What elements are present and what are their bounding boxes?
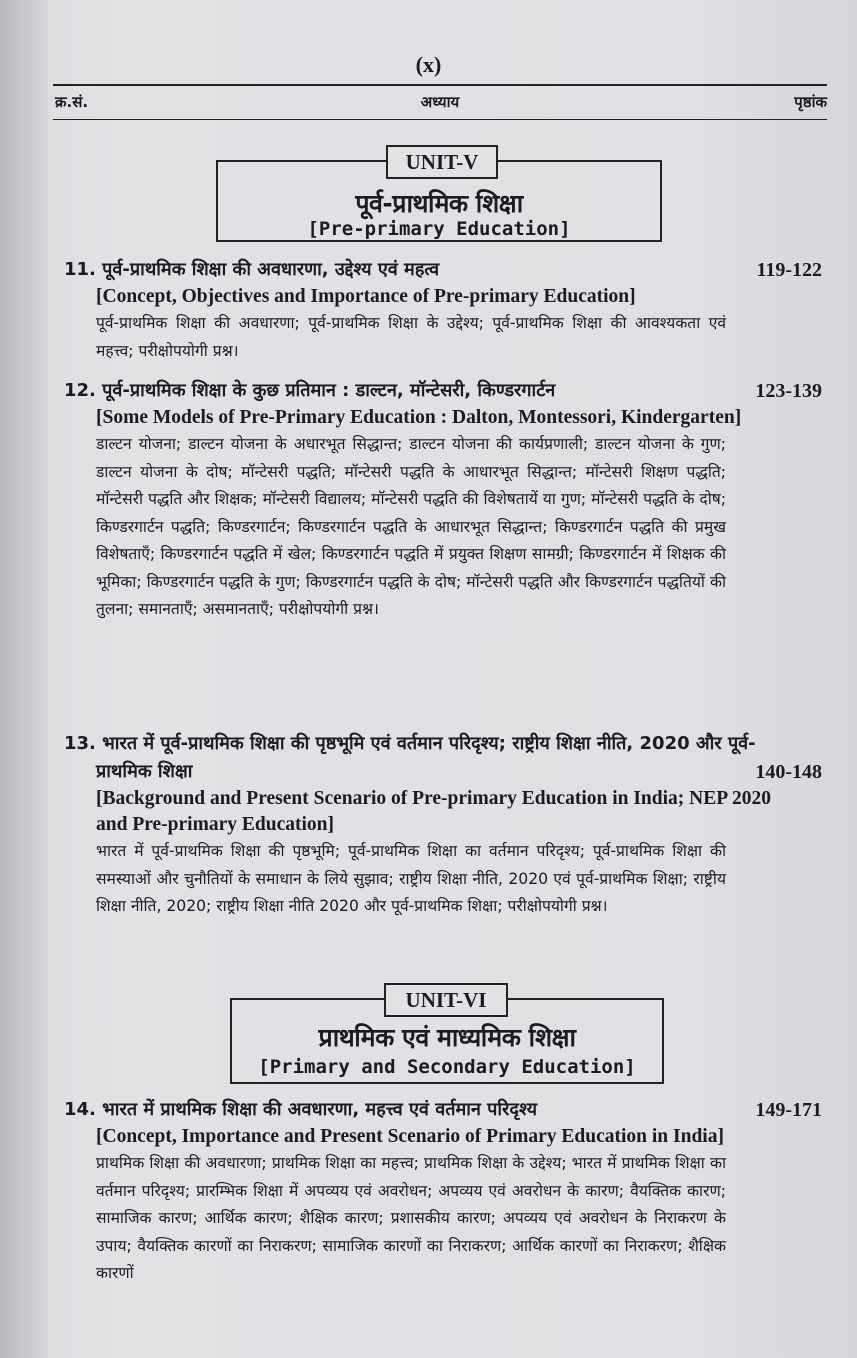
chapter-title-english: [Background and Present Scenario of Pre-primary Education in India; NEP 2020 and Pre-primary Education] (96, 788, 771, 835)
unit-title-hindi: प्राथमिक एवं माध्यमिक शिक्षा (318, 1023, 576, 1052)
chapter-title-hindi: 11. पूर्व-प्राथमिक शिक्षा की अवधारणा, उद्देश्य एवं महत्व (64, 259, 440, 280)
header-chapter: अध्याय (420, 93, 460, 111)
chapter-entry (64, 256, 824, 365)
chapter-title-hindi: 14. भारत में प्राथमिक शिक्षा की अवधारणा, महत्त्व एवं वर्तमान परिदृश्य (64, 1099, 538, 1120)
chapter-description: भारत में पूर्व-प्राथमिक शिक्षा की पृष्ठभूमि; पूर्व-प्राथमिक शिक्षा का वर्तमान परिदृश्य; पूर्व-प्राथमिक शिक्षा की समस्याओं और चुनौतियों के समाधान के लिये सुझाव; राष्ट्रीय शिक्षा नीति, 2020 एवं पूर्व-प्राथमिक शिक्षा; राष्ट्रीय शिक्षा नीति, 2020; राष्ट्रीय शिक्षा नीति 2020 और पूर्व-प्राथमिक शिक्षा; परीक्षोपयोगी प्रश्न। (96, 842, 726, 915)
page-gutter (0, 0, 48, 1358)
page-number: (x) (415, 52, 442, 77)
chapter-title-english: [Concept, Objectives and Importance of Pre-primary Education] (96, 286, 636, 307)
chapter-entry (64, 1096, 824, 1288)
chapter-page-range: 123-139 (755, 380, 822, 402)
header-rule-bottom (53, 119, 827, 120)
chapter-title-english: [Concept, Importance and Present Scenario of Primary Education in India] (96, 1126, 724, 1147)
chapter-entry (64, 730, 824, 921)
chapter-page-range: 149-171 (755, 1099, 822, 1121)
unit-tag: UNIT-VI (384, 983, 508, 1017)
unit-title-english: [Pre-primary Education] (307, 218, 571, 240)
unit-title-hindi: पूर्व-प्राथमिक शिक्षा (355, 189, 523, 218)
chapter-title-english: [Some Models of Pre-Primary Education : Dalton, Montessori, Kindergarten] (96, 407, 742, 428)
chapter-entry (64, 377, 824, 624)
header-serial: क्र.सं. (55, 93, 89, 111)
unit-title-english: [Primary and Secondary Education] (258, 1056, 636, 1078)
header-page: पृष्ठांक (794, 93, 827, 111)
header-rule-top (53, 84, 827, 86)
contents-header (53, 88, 827, 118)
chapter-title-hindi: 12. पूर्व-प्राथमिक शिक्षा के कुछ प्रतिमान : डाल्टन, मॉन्टेसरी, किण्डरगार्टन (64, 380, 556, 401)
chapter-title-hindi: 13. भारत में पूर्व-प्राथमिक शिक्षा की पृष्ठभूमि एवं वर्तमान परिदृश्य; राष्ट्रीय शिक्षा नीति, 2020 और पूर्व-प्राथमिक शिक्षा (64, 733, 756, 782)
chapter-description: पूर्व-प्राथमिक शिक्षा की अवधारणा; पूर्व-प्राथमिक शिक्षा के उद्देश्य; पूर्व-प्राथमिक शिक्षा की आवश्यकता एवं महत्त्व; परीक्षोपयोगी प्रश्न। (96, 314, 726, 360)
chapter-description: डाल्टन योजना; डाल्टन योजना के अधारभूत सिद्धान्त; डाल्टन योजना की कार्यप्रणाली; डाल्टन योजना के गुण; डाल्टन योजना के दोष; मॉन्टेसरी पद्धति; मॉन्टेसरी पद्धति के आधारभूत सिद्धान्त; मॉन्टेसरी शिक्षण पद्धति; मॉन्टेसरी पद्धति और शिक्षक; मॉन्टेसरी विद्यालय; मॉन्टेसरी पद्धति की विशेषतायें या गुण; मॉन्टेसरी पद्धति के दोष; किण्डरगार्टन पद्धति; किण्डरगार्टन; किण्डरगार्टन पद्धति के आधारभूत सिद्धान्त; किण्डरगार्टन पद्धति की प्रमुख विशेषताएँ; किण्डरगार्टन पद्धति में खेल; किण्डरगार्टन पद्धति में प्रयुक्त शिक्षण सामग्री; किण्डरगार्टन में शिक्षक की भूमिका; किण्डरगार्टन पद्धति के गुण; किण्डरगार्टन पद्धति के दोष; मॉन्टेसरी पद्धति और किण्डरगार्टन पद्धतियों की तुलना; समानताएँ; असमानताएँ; परीक्षोपयोगी प्रश्न। (96, 435, 726, 618)
chapter-page-range: 119-122 (756, 259, 822, 281)
chapter-description: प्राथमिक शिक्षा की अवधारणा; प्राथमिक शिक्षा का महत्त्व; प्राथमिक शिक्षा के उद्देश्य; भारत में प्राथमिक शिक्षा का वर्तमान परिदृश्य; प्रारम्भिक शिक्षा में अपव्यय एवं अवरोधन; अपव्यय एवं अवरोधन के कारण; वैयक्तिक कारण; सामाजिक कारण; आर्थिक कारण; शैक्षिक कारण; प्रशासकीय कारण; अपव्यय एवं अवरोधन के निराकरण के उपाय; वैयक्तिक कारणों का निराकरण; सामाजिक कारणों का निराकरण; आर्थिक कारणों का निराकरण; शैक्षिक कारणों (96, 1154, 726, 1282)
unit-tag: UNIT-V (386, 145, 498, 179)
chapter-page-range: 140-148 (755, 761, 822, 783)
